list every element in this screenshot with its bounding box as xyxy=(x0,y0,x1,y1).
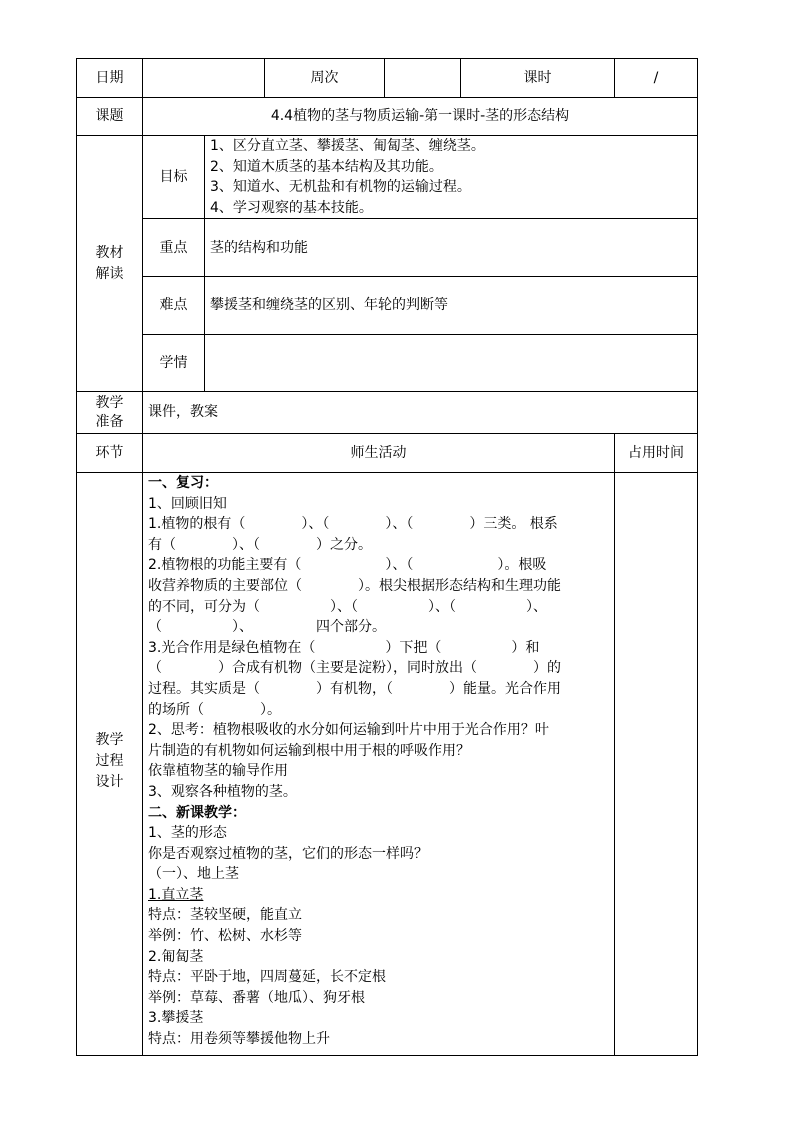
table-border-left xyxy=(76,58,77,1056)
process-line: 片制造的有机物如何运输到根中用于根的呼吸作用？ xyxy=(148,742,470,759)
column-divider xyxy=(614,433,615,1056)
date-label: 日期 xyxy=(95,70,124,86)
process-line: 收营养物质的主要部位（ ）。根尖根据形态结构和生理功能 xyxy=(148,577,561,594)
process-line: 的场所（ ）。 xyxy=(148,701,281,718)
time-header: 占用时间 xyxy=(628,445,684,461)
column-divider xyxy=(204,135,205,392)
goals-label: 目标 xyxy=(159,169,188,185)
process-line: 2.植物根的功能主要有（ ）、（ ）。根吸 xyxy=(148,557,547,574)
process-label-line2: 过程 xyxy=(95,753,124,769)
prep-label-line1: 教学 xyxy=(95,395,124,411)
process-line: 特点：平卧于地，四周蔓延，长不定根 xyxy=(148,969,386,986)
process-line: 你是否观察过植物的茎，它们的形态一样吗？ xyxy=(148,845,428,862)
process-line: （一）、地上茎 xyxy=(148,866,239,883)
prep-value: 课件，教案 xyxy=(148,404,218,420)
process-line: 3.光合作用是绿色植物在（ ）下把（ ）和 xyxy=(148,639,540,656)
topic-label: 课题 xyxy=(95,108,124,124)
process-line: 举例：草莓、番薯（地瓜）、狗牙根 xyxy=(148,989,365,1006)
material-label-line1: 教材 xyxy=(95,245,124,261)
section-heading: 二、新课教学： xyxy=(148,804,246,821)
process-line: 1、回顾旧知 xyxy=(148,495,227,512)
process-line: 3.攀援茎 xyxy=(148,1010,204,1027)
column-divider xyxy=(384,58,385,98)
key-point-value: 茎的结构和功能 xyxy=(210,240,308,256)
row-divider xyxy=(142,276,698,277)
process-line: （ ）、 四个部分。 xyxy=(148,619,386,636)
process-line: 举例：竹、松树、水杉等 xyxy=(148,928,302,945)
activity-header: 师生活动 xyxy=(350,445,407,461)
period-label: 课时 xyxy=(523,70,552,86)
difficulty-value: 攀援茎和缠绕茎的区别、年轮的判断等 xyxy=(210,297,448,313)
process-line: 1、茎的形态 xyxy=(148,825,227,842)
table-border-top xyxy=(76,58,698,59)
process-line: 1.植物的根有（ ）、（ ）、（ ）三类。 根系 xyxy=(148,516,558,533)
student-situation-label: 学情 xyxy=(159,355,188,371)
key-point-label: 重点 xyxy=(159,240,188,256)
process-line: 3、观察各种植物的茎。 xyxy=(148,783,297,800)
goal-item: 1、区分直立茎、攀援茎、匍匐茎、缠绕茎。 xyxy=(210,138,485,154)
process-label-line3: 设计 xyxy=(95,774,124,790)
process-line: 特点：用卷须等攀援他物上升 xyxy=(148,1031,330,1048)
material-label-line2: 解读 xyxy=(95,266,124,282)
process-content xyxy=(148,473,561,1050)
process-line: 2.匍匐茎 xyxy=(148,948,204,965)
goals-list xyxy=(210,136,485,218)
process-line: 1.直立茎 xyxy=(148,886,204,903)
column-divider xyxy=(142,58,143,1056)
table-border-right xyxy=(697,58,698,1056)
process-label-line1: 教学 xyxy=(95,732,124,748)
section-heading: 一、复习： xyxy=(148,475,218,491)
goal-item: 3、知道水、无机盐和有机物的运输过程。 xyxy=(210,179,471,196)
process-line: 有（ ）、（ ）之分。 xyxy=(148,536,372,553)
row-divider xyxy=(76,433,698,434)
process-line: 过程。其实质是（ ）有机物，（ ）能量。光合作用 xyxy=(148,680,561,697)
prep-label-line2: 准备 xyxy=(95,414,124,430)
goal-item: 2、知道木质茎的基本结构及其功能。 xyxy=(210,158,443,175)
goal-item: 4、学习观察的基本技能。 xyxy=(210,199,373,216)
week-label: 周次 xyxy=(310,70,339,86)
process-line: 特点：茎较坚硬，能直立 xyxy=(148,907,302,924)
row-divider xyxy=(76,391,698,392)
period-value: / xyxy=(653,70,659,86)
process-line: 的不同，可分为（ ）、（ ）、（ ）、 xyxy=(148,598,547,615)
row-divider xyxy=(76,97,698,98)
table-border-bottom xyxy=(76,1055,698,1056)
process-line: （ ）合成有机物（主要是淀粉），同时放出（ ）的 xyxy=(148,660,561,677)
stage-header: 环节 xyxy=(95,445,124,461)
topic-value: 4.4植物的茎与物质运输-第一课时-茎的形态结构 xyxy=(270,108,570,124)
row-divider xyxy=(142,334,698,335)
difficulty-label: 难点 xyxy=(159,297,188,313)
process-line: 依靠植物茎的输导作用 xyxy=(148,763,288,780)
process-line: 2、思考：植物根吸收的水分如何运输到叶片中用于光合作用？叶 xyxy=(148,722,549,739)
